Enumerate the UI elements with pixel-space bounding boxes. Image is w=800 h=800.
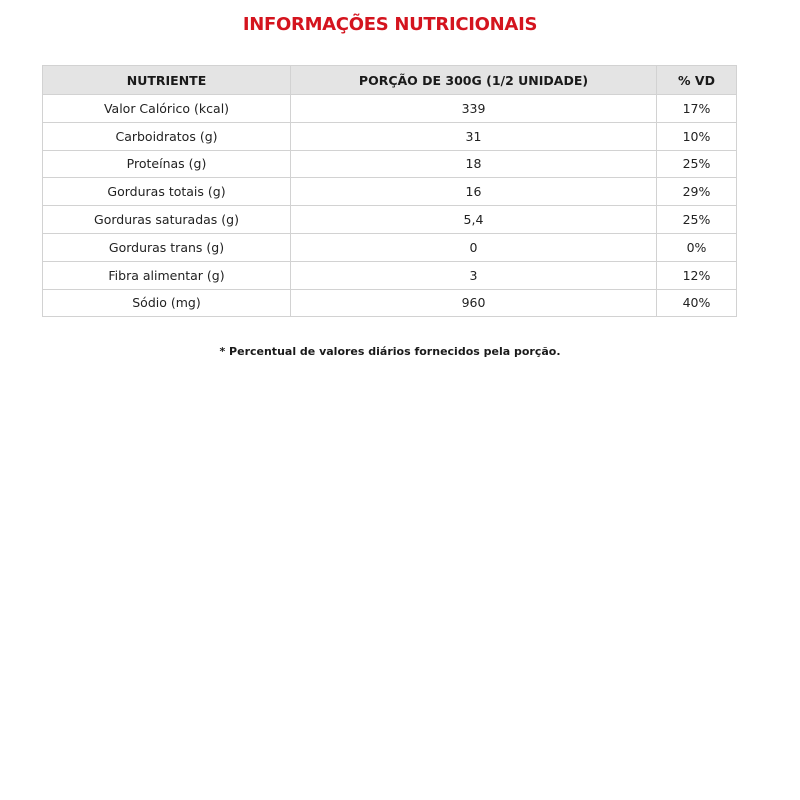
nutrient-dv: 17% [657,95,737,123]
nutrient-name: Proteínas (g) [43,150,291,178]
table-row [43,150,737,178]
nutrient-dv: 40% [657,289,737,317]
header-porcao: PORÇÃO DE 300G (1/2 UNIDADE) [291,66,657,95]
nutrient-dv: 25% [657,150,737,178]
nutrient-name: Gorduras trans (g) [43,233,291,261]
nutrition-table [42,65,737,317]
nutrient-name: Fibra alimentar (g) [43,261,291,289]
nutrient-dv: 12% [657,261,737,289]
header-nutriente: NUTRIENTE [43,66,291,95]
header-vd: % VD [657,66,737,95]
nutrient-amount: 18 [291,150,657,178]
nutrient-name: Sódio (mg) [43,289,291,317]
nutrient-name: Gorduras saturadas (g) [43,206,291,234]
nutrient-name: Carboidratos (g) [43,122,291,150]
nutrient-amount: 16 [291,178,657,206]
table-row [43,178,737,206]
nutrient-amount: 960 [291,289,657,317]
nutrient-dv: 25% [657,206,737,234]
nutrient-amount: 3 [291,261,657,289]
nutrient-amount: 0 [291,233,657,261]
nutrient-name: Gorduras totais (g) [43,178,291,206]
table-header-row [43,66,737,95]
nutrient-name: Valor Calórico (kcal) [43,95,291,123]
nutrient-dv: 0% [657,233,737,261]
nutrient-dv: 29% [657,178,737,206]
nutrient-dv: 10% [657,122,737,150]
table-row [43,206,737,234]
nutrient-amount: 339 [291,95,657,123]
table-row [43,289,737,317]
table-row [43,261,737,289]
nutrient-amount: 31 [291,122,657,150]
table-row [43,122,737,150]
table-row [43,233,737,261]
table-row [43,95,737,123]
footnote: * Percentual de valores diários fornecidos pela porção. [219,345,561,358]
page-title: INFORMAÇÕES NUTRICIONAIS [242,14,538,35]
nutrient-amount: 5,4 [291,206,657,234]
